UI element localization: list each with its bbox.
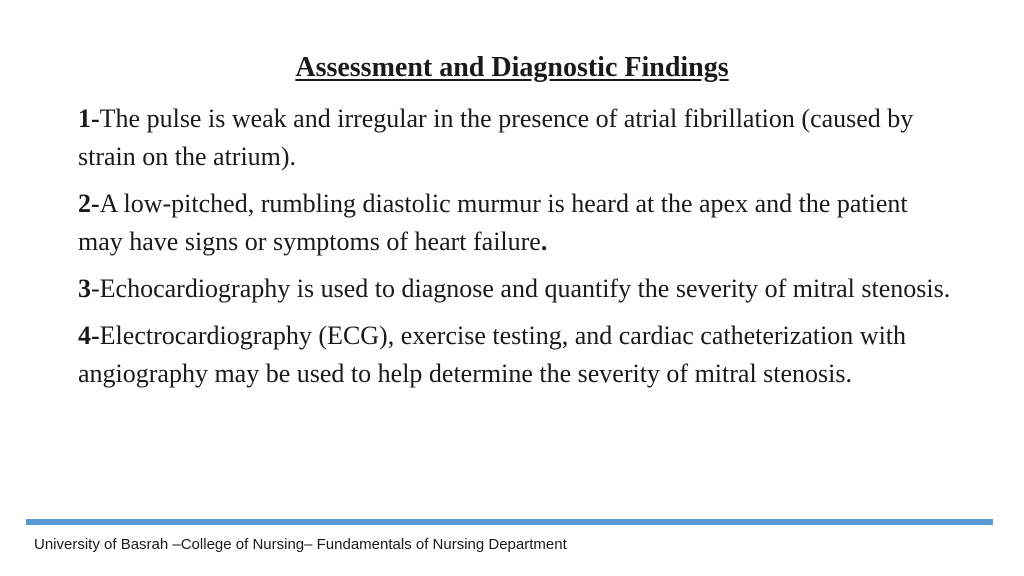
finding-text: A low-pitched, rumbling diastolic murmur is heard at the apex and the patient may have signs or symptoms of heart failure [78, 189, 908, 256]
finding-separator: - [91, 274, 100, 303]
finding-number: 3 [78, 274, 91, 303]
footer-institution-text: University of Basrah –College of Nursing– Fundamentals of Nursing Department [34, 536, 567, 553]
slide-title: Assessment and Diagnostic Findings [295, 52, 729, 83]
finding-separator: - [91, 104, 100, 133]
finding-2 [78, 185, 958, 261]
finding-number: 1 [78, 104, 91, 133]
finding-trailing-period: . [540, 227, 548, 256]
finding-text: Echocardiography is used to diagnose and quantify the severity of mitral stenosis. [99, 274, 951, 303]
finding-separator: - [91, 189, 100, 218]
finding-3 [78, 270, 958, 308]
finding-separator: - [91, 321, 100, 350]
finding-number: 2 [78, 189, 91, 218]
footer-divider-bar [26, 519, 993, 525]
finding-text: Electrocardiography (ECG), exercise testing, and cardiac catheterization with angiography may be used to help determine the severity of mitral stenosis. [78, 321, 907, 388]
finding-4 [78, 317, 958, 393]
finding-text: The pulse is weak and irregular in the presence of atrial fibrillation (caused by strain on the atrium). [78, 104, 914, 171]
findings-list [78, 100, 958, 402]
finding-number: 4 [78, 321, 91, 350]
finding-1 [78, 100, 958, 176]
